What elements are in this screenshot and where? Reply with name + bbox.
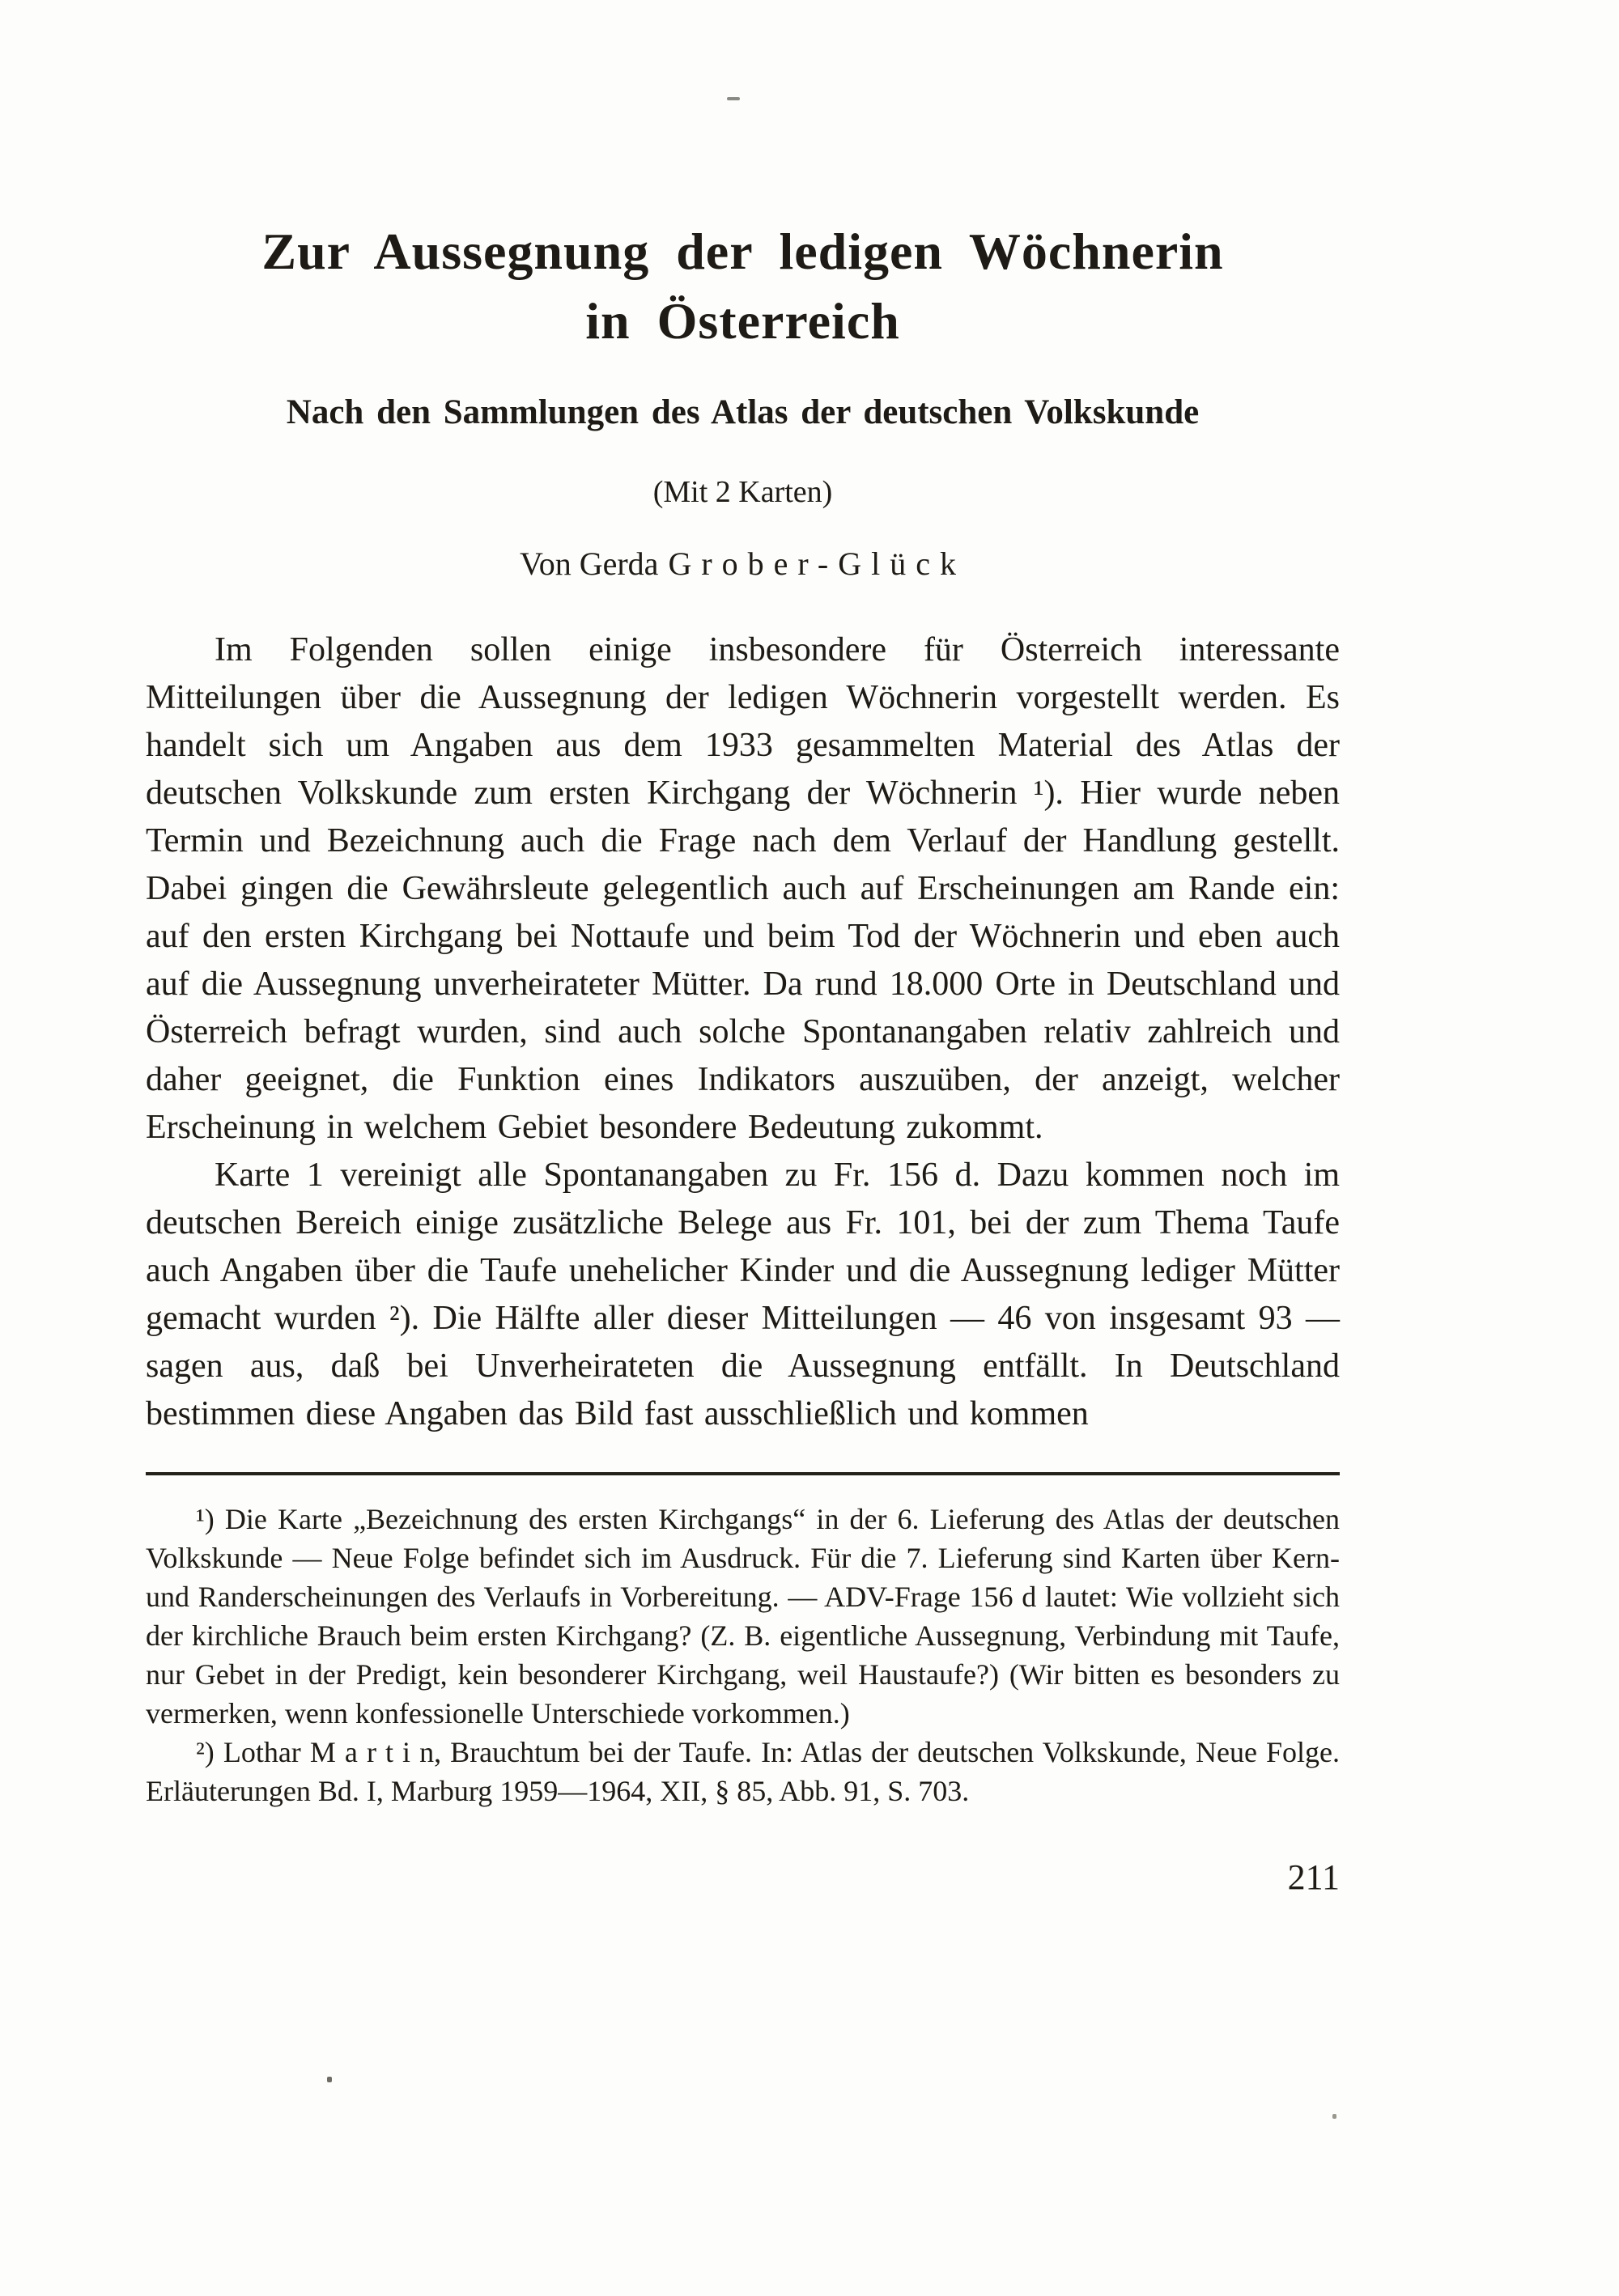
article-subtitle: Nach den Sammlungen des Atlas der deutschen Volkskunde xyxy=(286,393,1200,431)
author-name: Grober-Glück xyxy=(668,545,966,582)
footnote-1: ¹) Die Karte „Bezeichnung des ersten Kirchgangs“ in der 6. Lieferung des Atlas der deutschen Volkskunde — Neue Folge befindet sich im Ausdruck. Für die 7. Lieferung sind Karten über Kern- und Randerscheinungen des Verlaufs in Vorbereitung. — ADV-Frage 156 d lautet: Wie vollzieht sich der kirchliche Brauch beim ersten Kirchgang? (Z. B. eigentliche Aussegnung, Verbindung mit Taufe, nur Gebet in der Predigt, kein besonderer Kirchgang, weil Haustaufe?) (Wir bitten es besonders zu vermerken, wenn konfessionelle Unterschiede vorkommen.) xyxy=(146,1503,1340,1729)
footnote-separator-rule xyxy=(146,1472,1340,1475)
body-paragraph-1: Im Folgenden sollen einige insbesondere für Österreich interessante Mitteilungen über die Aussegnung der ledigen Wöchnerin vorgestellt werden. Es handelt sich um Angaben aus dem 1933 gesammelten Material des Atlas der deutschen Volkskunde zum ersten Kirchgang der Wöchnerin ¹). Hier wurde neben Termin und Bezeichnung auch die Frage nach dem Verlauf der Handlung gestellt. Dabei gingen die Gewährsleute gelegentlich auch auf Erscheinungen am Rande ein: auf den ersten Kirchgang bei Nottaufe und beim Tod der Wöchnerin und eben auch auf die Aussegnung unverheirateter Mütter. Da rund 18.000 Orte in Deutschland und Österreich befragt wurden, sind auch solche Spontanangaben relativ zahlreich und daher geeignet, die Funktion eines Indikators auszuüben, der anzeigt, welcher Erscheinung in welchem Gebiet besondere Bedeutung zukommt. xyxy=(146,631,1340,1146)
body-paragraph-2: Karte 1 vereinigt alle Spontanangaben zu Fr. 156 d. Dazu kommen noch im deutschen Bereich einige zusätzliche Belege aus Fr. 101, bei der zum Thema Taufe auch Angaben über die Taufe unehelicher Kinder und die Aussegnung lediger Mütter gemacht wurden ²). Die Hälfte aller dieser Mitteilungen — 46 von insgesamt 93 — sagen aus, daß bei Unverheirateten die Aussegnung entfällt. In Deutschland bestimmen diese Angaben das Bild fast ausschließlich und kommen xyxy=(146,1156,1340,1432)
maps-note: (Mit 2 Karten) xyxy=(652,475,833,509)
scan-artifact-dot xyxy=(1332,2114,1336,2119)
article-title xyxy=(146,217,1340,356)
title-line-2: in Österreich xyxy=(585,292,900,350)
scan-artifact-dash xyxy=(727,97,740,100)
page-number: 211 xyxy=(1287,1857,1340,1897)
scan-artifact-dot xyxy=(327,2077,332,2082)
byline xyxy=(146,545,1340,583)
byline-prefix: Von Gerda xyxy=(519,545,659,582)
footnote-2: ²) Lothar M a r t i n, Brauchtum bei der Taufe. In: Atlas der deutschen Volkskunde, Neue Folge. Erläuterungen Bd. I, Marburg 1959—1964, XII, § 85, Abb. 91, S. 703. xyxy=(146,1736,1340,1807)
page-content xyxy=(146,0,1340,1898)
title-line-1: Zur Aussegnung der ledigen Wöchnerin xyxy=(261,223,1224,280)
